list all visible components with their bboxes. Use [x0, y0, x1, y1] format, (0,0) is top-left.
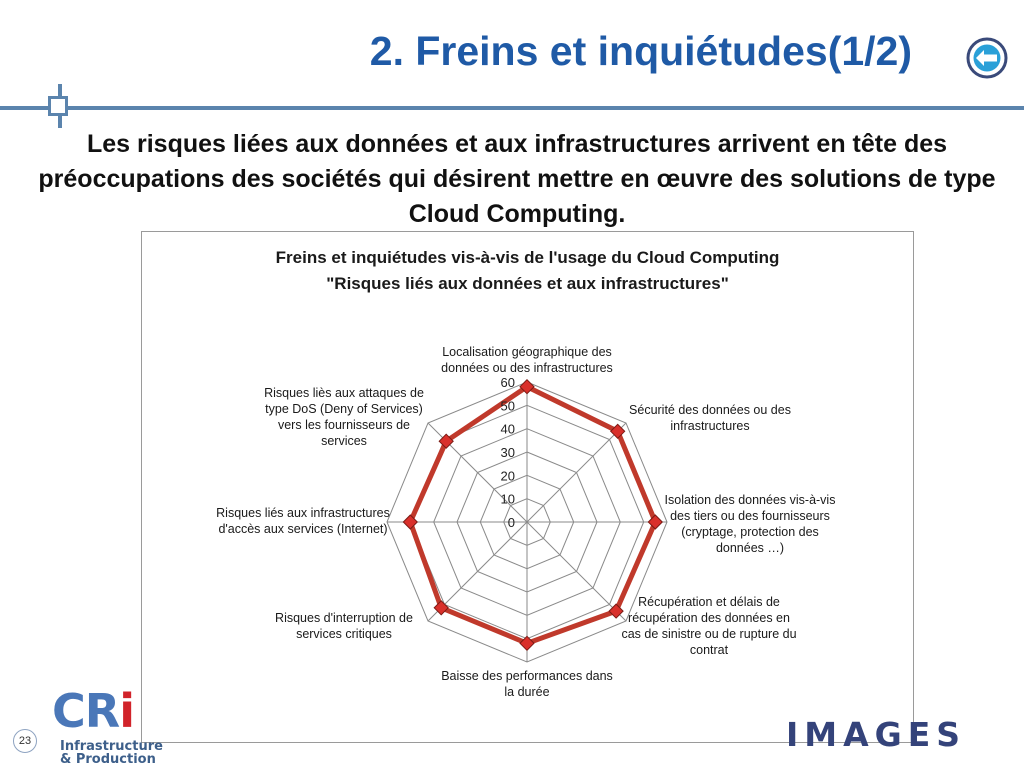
radar-point-5: [520, 636, 534, 650]
radar-tick-label: 0: [507, 515, 515, 530]
radar-category-label-4: Récupération et délais de récupération des données en cas de sinistre ou de rupture du contrat: [621, 595, 797, 657]
radar-tick-label: 60: [500, 375, 515, 390]
radar-tick-label: 30: [500, 445, 515, 460]
cri-logo-line1: Infrastructure: [60, 739, 163, 754]
radar-category-label-1: Localisation géographique des données ou des infrastructures: [441, 345, 613, 375]
radar-spoke-4: [527, 522, 626, 621]
cri-logo-cr: CR: [52, 684, 120, 738]
radar-category-label-3: Isolation des données vis-à-vis des tiers ou des fournisseurs (cryptage, protection des données …): [664, 493, 836, 555]
radar-tick-label: 40: [500, 421, 515, 437]
radar-chart: [142, 232, 913, 742]
radar-category-label-8: Risques liès aux attaques de type DoS (Deny of Services) vers les fournisseurs de services: [264, 386, 424, 448]
radar-category-label-5: Baisse des performances dans la durée: [441, 669, 613, 699]
chart-frame: [141, 231, 914, 743]
cri-logo: [52, 686, 168, 766]
slide-title: 2. Freins et inquiétudes(1/2): [369, 28, 912, 74]
header-rule-node: [48, 96, 68, 116]
intro-text: Les risques liées aux données et aux infrastructures arrivent en tête des préoccupations des sociétés qui désirent mettre en œuvre des solutions de type Cloud Computing.: [38, 130, 996, 228]
page-number: 23: [13, 729, 37, 753]
radar-category-label-6: Risques d'interruption de services critiques: [275, 611, 413, 641]
chart-title: Freins et inquiétudes vis-à-vis de l'usage du Cloud Computing: [275, 248, 780, 267]
bottom-right-logo: IMAGES: [786, 716, 967, 750]
radar-tick-label: 10: [500, 491, 515, 507]
radar-tick-label: 20: [500, 468, 515, 484]
radar-point-3: [648, 515, 662, 529]
radar-spoke-2: [527, 423, 626, 522]
radar-tick-label: 50: [500, 398, 515, 414]
radar-category-label-7: Risques liés aux infrastructures d'accès aux services (Internet): [216, 506, 390, 536]
cri-logo-line2: & Production: [60, 752, 156, 767]
chart-subtitle: "Risques liés aux données et aux infrastructures": [326, 274, 729, 293]
radar-category-label-2: Sécurité des données ou des infrastructures: [629, 403, 791, 433]
cri-logo-letters: [52, 686, 134, 736]
header-rule: [0, 106, 1024, 110]
cri-logo-i: i: [119, 684, 134, 738]
left-arrow-icon: [966, 37, 1008, 79]
back-button[interactable]: [966, 37, 1008, 79]
